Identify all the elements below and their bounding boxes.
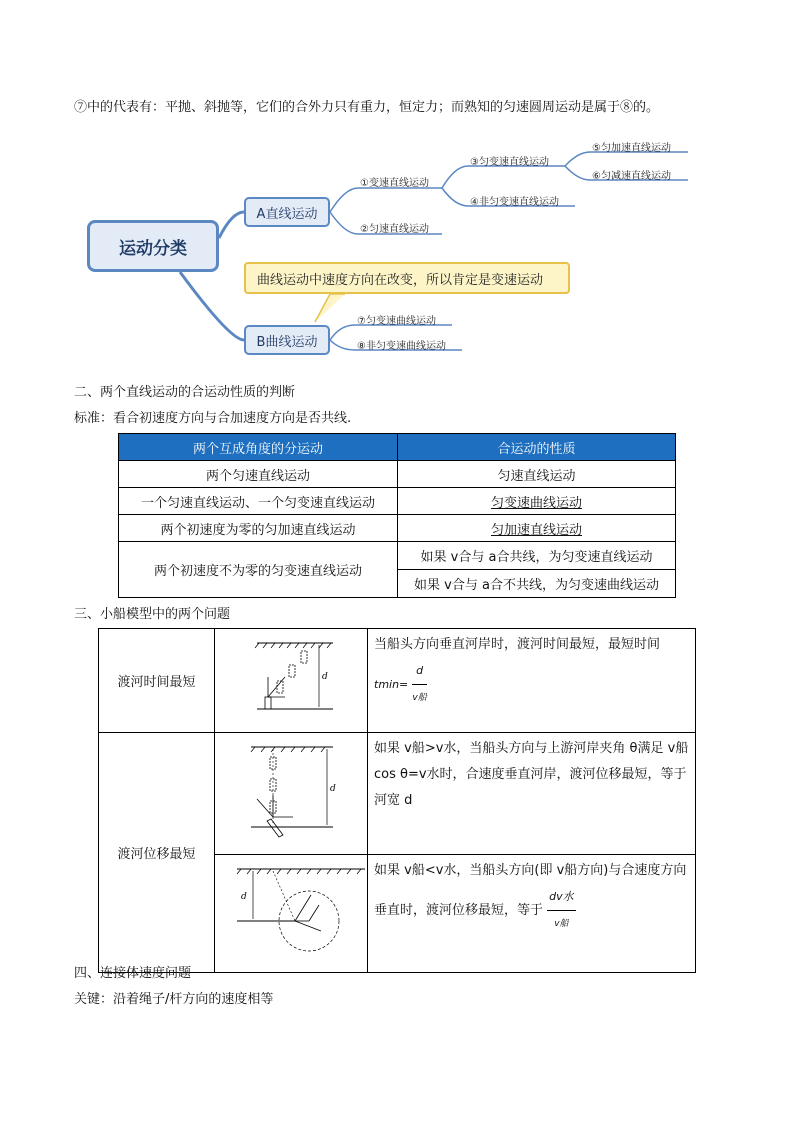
formula-numerator: d: [412, 658, 426, 685]
table-cell-text: 如果 v船>v水，当船头方向与上游河岸夹角 θ满足 v船cos θ=v水时，合速度垂直河岸，渡河位移最短，等于河宽 d: [368, 733, 696, 855]
formula-denominator: v船: [412, 693, 427, 703]
section2-standard: 标准：看合初速度方向与合加速度方向是否共线.: [74, 411, 352, 426]
diagram-cell: [215, 855, 368, 973]
min-time-text: 当船头方向垂直河岸时，渡河时间最短，最短时间: [374, 637, 661, 652]
connector-a1-a3: [442, 166, 468, 188]
table-header-cell: 合运动的性质: [398, 434, 676, 461]
table-cell-text: [368, 855, 696, 973]
mindmap-leaf-a5: ⑤匀加速直线运动: [592, 143, 671, 154]
table-row: [119, 461, 676, 488]
connector-a1-a4: [442, 188, 468, 206]
table-cell: 如果 v合与 a合不共线，为匀变速曲线运动: [398, 570, 676, 598]
table-cell: 两个初速度为零的匀加速直线运动: [119, 515, 398, 542]
connector-b-b7: [330, 325, 355, 340]
table-header-row: [119, 434, 676, 461]
svg-text:d: d: [322, 672, 328, 682]
table-row: [99, 733, 696, 855]
boat-table: [98, 628, 696, 973]
formula-fraction: [412, 658, 426, 711]
table-cell: 两个匀速直线运动: [119, 461, 398, 488]
connector-a-a1: [330, 188, 358, 212]
table-row: [119, 488, 676, 515]
table-row: [119, 542, 676, 570]
formula-numerator: dv水: [547, 884, 576, 911]
boat-diagram-fast-boat: [215, 733, 367, 850]
mindmap-leaf-b7: ⑦匀变速曲线运动: [357, 316, 436, 327]
section2-heading: 二、两个直线运动的合运动性质的判断: [74, 385, 296, 400]
slow-boat-text: 如果 v船<v水，当船头方向(即 v船方向)与合速度方向垂直时，渡河位移最短，等于: [374, 863, 687, 918]
formula-denominator: v船: [554, 919, 569, 929]
table-row: [119, 515, 676, 542]
formula-fraction: [547, 884, 576, 937]
connector-b-b8: [330, 340, 355, 350]
table-cell: 匀变速曲线运动: [398, 488, 676, 515]
connector-a3-a5: [565, 152, 590, 166]
section4-heading: 四、连接体速度问题: [74, 966, 192, 981]
diagram-cell: [215, 733, 368, 855]
callout-pointer: [315, 294, 345, 322]
mindmap-callout: 曲线运动中速度方向在改变，所以肯定是变速运动: [244, 262, 570, 294]
connector-a3-a6: [565, 166, 590, 180]
connector-root-a: [219, 212, 244, 238]
table-cell-label: 渡河时间最短: [99, 629, 215, 733]
connector-a-a2: [330, 212, 358, 234]
formula-lhs: tmin=: [374, 678, 409, 691]
mindmap-leaf-a2: ②匀速直线运动: [360, 224, 429, 235]
table-cell-label: 渡河位移最短: [99, 733, 215, 973]
mindmap-leaf-a1: ①变速直线运动: [360, 178, 429, 189]
table-cell: 两个初速度不为零的匀变速直线运动: [119, 542, 398, 598]
table-cell: 一个匀速直线运动、一个匀变速直线运动: [119, 488, 398, 515]
motion-table: [118, 433, 676, 598]
mindmap-leaf-a3: ③匀变速直线运动: [470, 157, 549, 168]
section3-heading: 三、小船模型中的两个问题: [74, 607, 231, 622]
svg-text:d: d: [330, 784, 336, 794]
mindmap-branch-a: A直线运动: [244, 197, 330, 227]
intro-text: ⑦中的代表有：平抛、斜抛等，它们的合外力只有重力，恒定力；而熟知的匀速圆周运动是属于⑧的。: [74, 100, 660, 115]
table-cell-text: [368, 629, 696, 733]
table-cell: 匀加速直线运动: [398, 515, 676, 542]
mindmap-leaf-a6: ⑥匀减速直线运动: [592, 171, 671, 182]
boat-diagram-slow-boat: [215, 855, 367, 968]
section4-key: 关键：沿着绳子/杆方向的速度相等: [74, 992, 274, 1007]
mindmap-leaf-a4: ④非匀变速直线运动: [470, 197, 559, 208]
svg-text:d: d: [241, 892, 247, 902]
table-cell: 匀速直线运动: [398, 461, 676, 488]
min-time-formula: [374, 658, 689, 711]
connector-root-b: [180, 272, 244, 340]
mindmap-root: 运动分类: [87, 220, 219, 272]
diagram-cell: [215, 629, 368, 733]
table-row: [99, 629, 696, 733]
table-header-cell: 两个互成角度的分运动: [119, 434, 398, 461]
table-cell: 如果 v合与 a合共线，为匀变速直线运动: [398, 542, 676, 570]
mindmap-branch-b: B曲线运动: [244, 325, 330, 355]
boat-diagram-min-time: [215, 629, 367, 728]
mindmap-leaf-b8: ⑧非匀变速曲线运动: [357, 341, 446, 352]
